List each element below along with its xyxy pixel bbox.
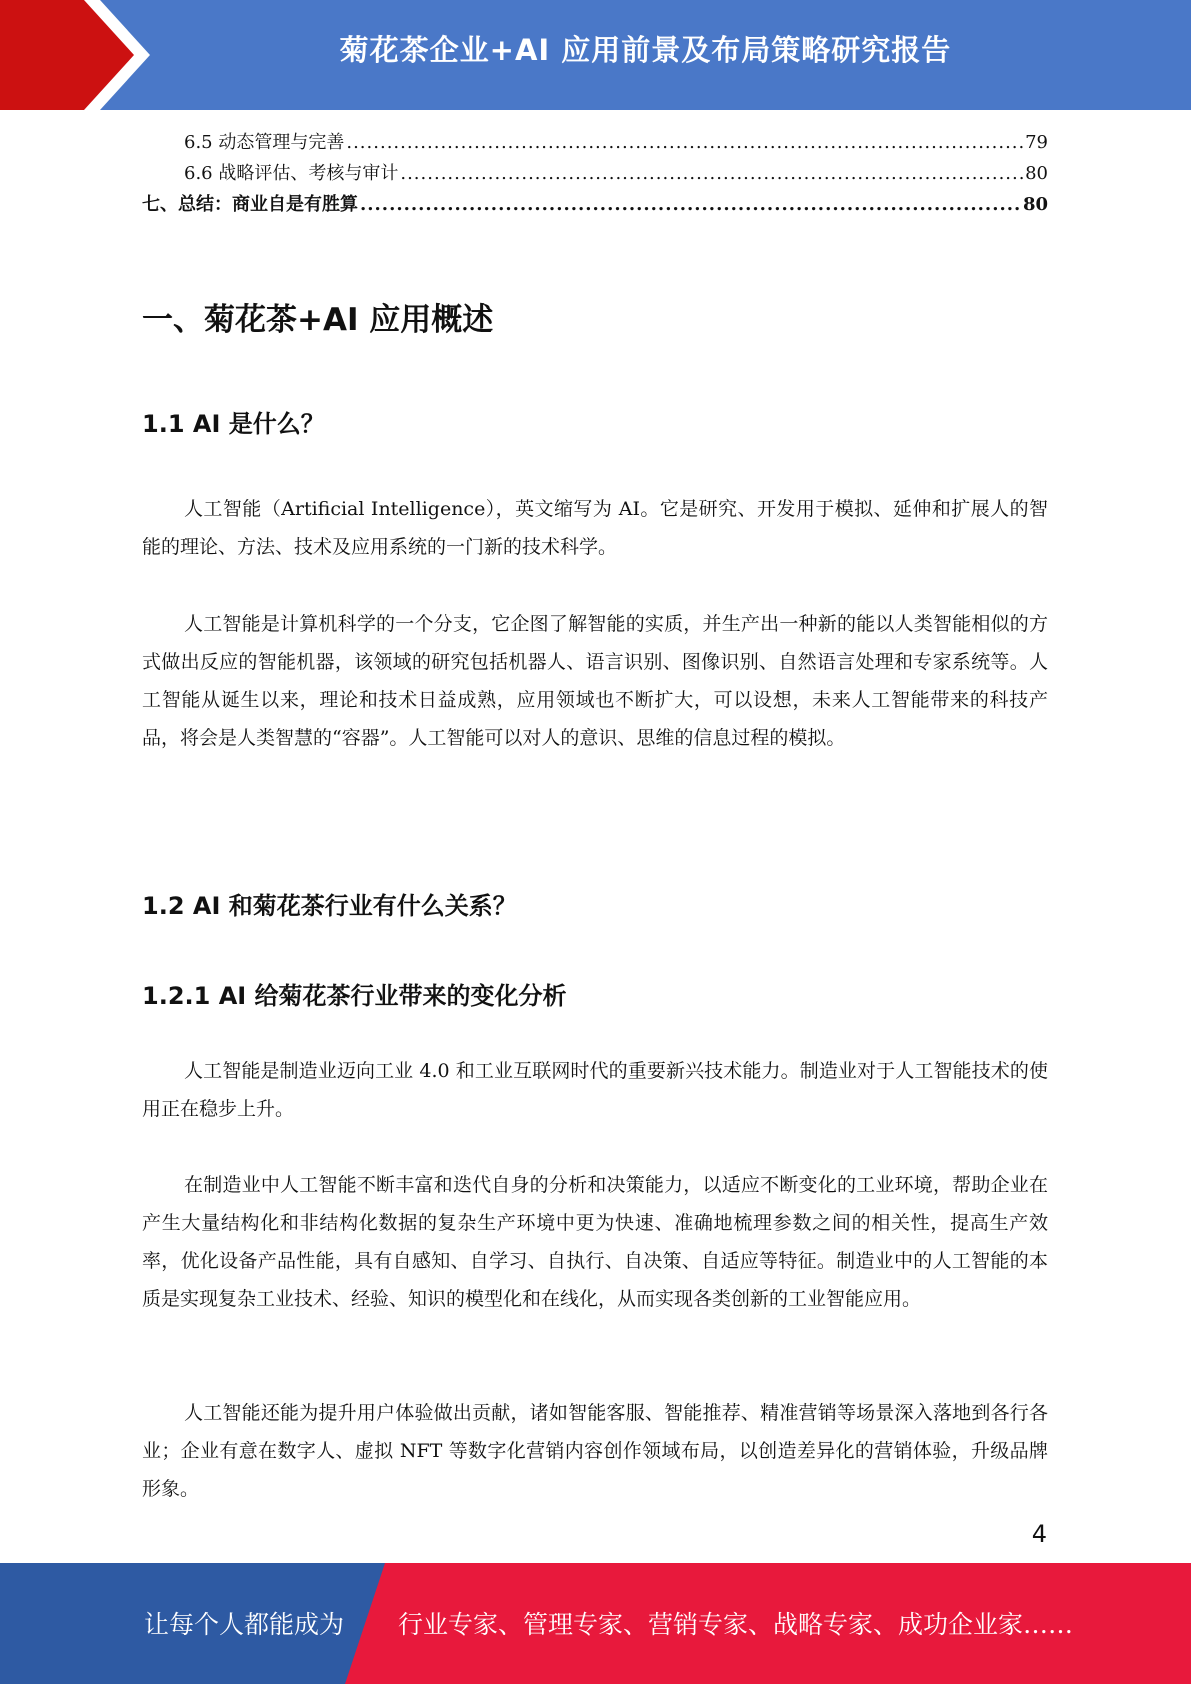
footer-slogan-left: 让每个人都能成为 <box>144 1610 345 1639</box>
paragraph: 人工智能还能为提升用户体验做出贡献，诸如智能客服、智能推荐、精准营销等场景深入落地到各行各业；企业有意在数字人、虚拟 NFT 等数字化营销内容创作领域布局，以创造差异化的营销体验，升级品牌形象。 <box>142 1402 1048 1500</box>
toc-leader <box>400 163 1023 184</box>
paragraph: 人工智能（Artificial Intelligence），英文缩写为 AI。它是研究、开发用于模拟、延伸和扩展人的智能的理论、方法、技术及应用系统的一门新的技术科学。 <box>142 498 1048 558</box>
toc-entry-label: 七、总结：商业自是有胜算 <box>142 194 358 215</box>
page-number: 4 <box>1031 1520 1047 1548</box>
toc-entry-label: 6.5 动态管理与完善 <box>184 132 345 153</box>
toc-entry[interactable] <box>142 190 1048 221</box>
toc-entry[interactable] <box>142 159 1048 190</box>
toc-entry-label: 6.6 战略评估、考核与审计 <box>184 163 399 184</box>
page-header <box>0 0 1191 110</box>
section-heading-1-1: 1.1 AI 是什么？ <box>142 410 325 438</box>
toc-entry-page: 80 <box>1025 163 1048 184</box>
chapter-heading: 一、菊花茶+AI 应用概述 <box>142 302 494 338</box>
header-chevron-icon <box>0 0 160 110</box>
toc-leader <box>346 132 1023 153</box>
section-heading-1-2-1: 1.2.1 AI 给菊花茶行业带来的变化分析 <box>142 982 567 1010</box>
paragraph: 人工智能是制造业迈向工业 4.0 和工业互联网时代的重要新兴技术能力。制造业对于人工智能技术的使用正在稳步上升。 <box>142 1060 1048 1120</box>
toc-entry-page: 80 <box>1022 194 1048 215</box>
footer-slogan-right: 行业专家、管理专家、营销专家、战略专家、成功企业家…… <box>398 1610 1074 1639</box>
toc-entry[interactable] <box>142 128 1048 159</box>
toc-entry-page: 79 <box>1025 132 1048 153</box>
paragraph: 人工智能是计算机科学的一个分支，它企图了解智能的实质，并生产出一种新的能以人类智能相似的方式做出反应的智能机器，该领域的研究包括机器人、语言识别、图像识别、自然语言处理和专家系统等。人工智能从诞生以来，理论和技术日益成熟，应用领域也不断扩大，可以设想，未来人工智能带来的科技产品，将会是人类智慧的“容器”。人工智能可以对人的意识、思维的信息过程的模拟。 <box>142 613 1048 749</box>
document-title: 菊花茶企业+AI 应用前景及布局策略研究报告 <box>339 33 952 67</box>
section-heading-1-2: 1.2 AI 和菊花茶行业有什么关系？ <box>142 892 517 920</box>
paragraph: 在制造业中人工智能不断丰富和迭代自身的分析和决策能力，以适应不断变化的工业环境，帮助企业在产生大量结构化和非结构化数据的复杂生产环境中更为快速、准确地梳理参数之间的相关性，提高生产效率，优化设备产品性能，具有自感知、自学习、自执行、自决策、自适应等特征。制造业中的人工智能的本质是实现复杂工业技术、经验、知识的模型化和在线化，从而实现各类创新的工业智能应用。 <box>142 1174 1048 1310</box>
toc-leader <box>360 194 1021 215</box>
page-footer <box>0 1563 1191 1684</box>
table-of-contents <box>142 128 1048 221</box>
